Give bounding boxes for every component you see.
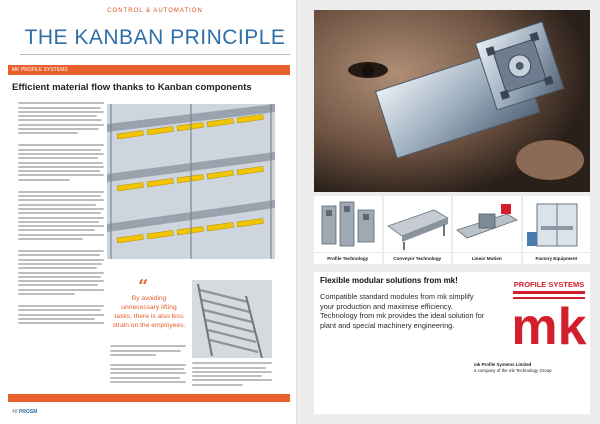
roller-conveyor-photo	[192, 280, 272, 358]
conveyor-technology-thumbnail	[384, 196, 452, 252]
body-text-lines	[110, 345, 186, 383]
body-column-2	[110, 343, 186, 393]
caption-profile-technology: Profile Technology	[314, 253, 382, 264]
footer-band	[8, 394, 290, 402]
hero-photo	[314, 10, 590, 192]
profile-technology-thumbnail	[314, 196, 382, 252]
logo-top-text: PROFILE SYSTEMS	[513, 280, 585, 289]
advert-panel	[314, 272, 590, 414]
factory-equipment-thumbnail	[523, 196, 591, 252]
product-thumbnails	[314, 196, 590, 252]
caption-conveyor-technology: Conveyor Technology	[384, 253, 452, 264]
caption-linear-motion: Linear Motion	[453, 253, 521, 264]
section-kicker: CONTROL & AUTOMATION	[107, 8, 203, 14]
article-title: THE KANBAN PRINCIPLE	[24, 26, 286, 49]
company-group: a company of the mk Technology Group	[474, 368, 552, 373]
page-folio	[12, 409, 37, 415]
pull-quote: By avoiding unnecessary lifting tasks, there is also less strain on the employees.	[112, 295, 186, 329]
body-text-lines	[18, 102, 104, 324]
linear-motion-thumbnail	[453, 196, 521, 252]
caption-factory-equipment: Factory Equipment	[523, 253, 591, 264]
product-captions	[314, 253, 590, 264]
conveyor-rack-photo	[107, 104, 275, 259]
page-number: 48	[12, 409, 18, 415]
title-rule	[20, 54, 290, 55]
logo-mk: mk	[511, 298, 587, 350]
quote-mark-icon: “	[138, 276, 149, 297]
company-address	[474, 362, 590, 374]
advert-headline: Flexible modular solutions from mk!	[320, 276, 458, 285]
magazine-name: PROSM	[18, 409, 38, 415]
body-text-lines	[192, 362, 272, 385]
mk-logo	[511, 278, 587, 350]
article-headline: Efficient material flow thanks to Kanban components	[12, 82, 252, 93]
advert-body: Compatible standard modules from mk simplify your production and maximise efficiency. Technology from mk provides the ideal solution for plant and special machinery engineering.	[320, 292, 485, 330]
company-name: mk Profile Systems Limited	[474, 362, 532, 367]
right-page	[300, 0, 600, 424]
body-column-1	[18, 100, 104, 400]
section-band: MK PROFILE SYSTEMS	[8, 65, 290, 75]
